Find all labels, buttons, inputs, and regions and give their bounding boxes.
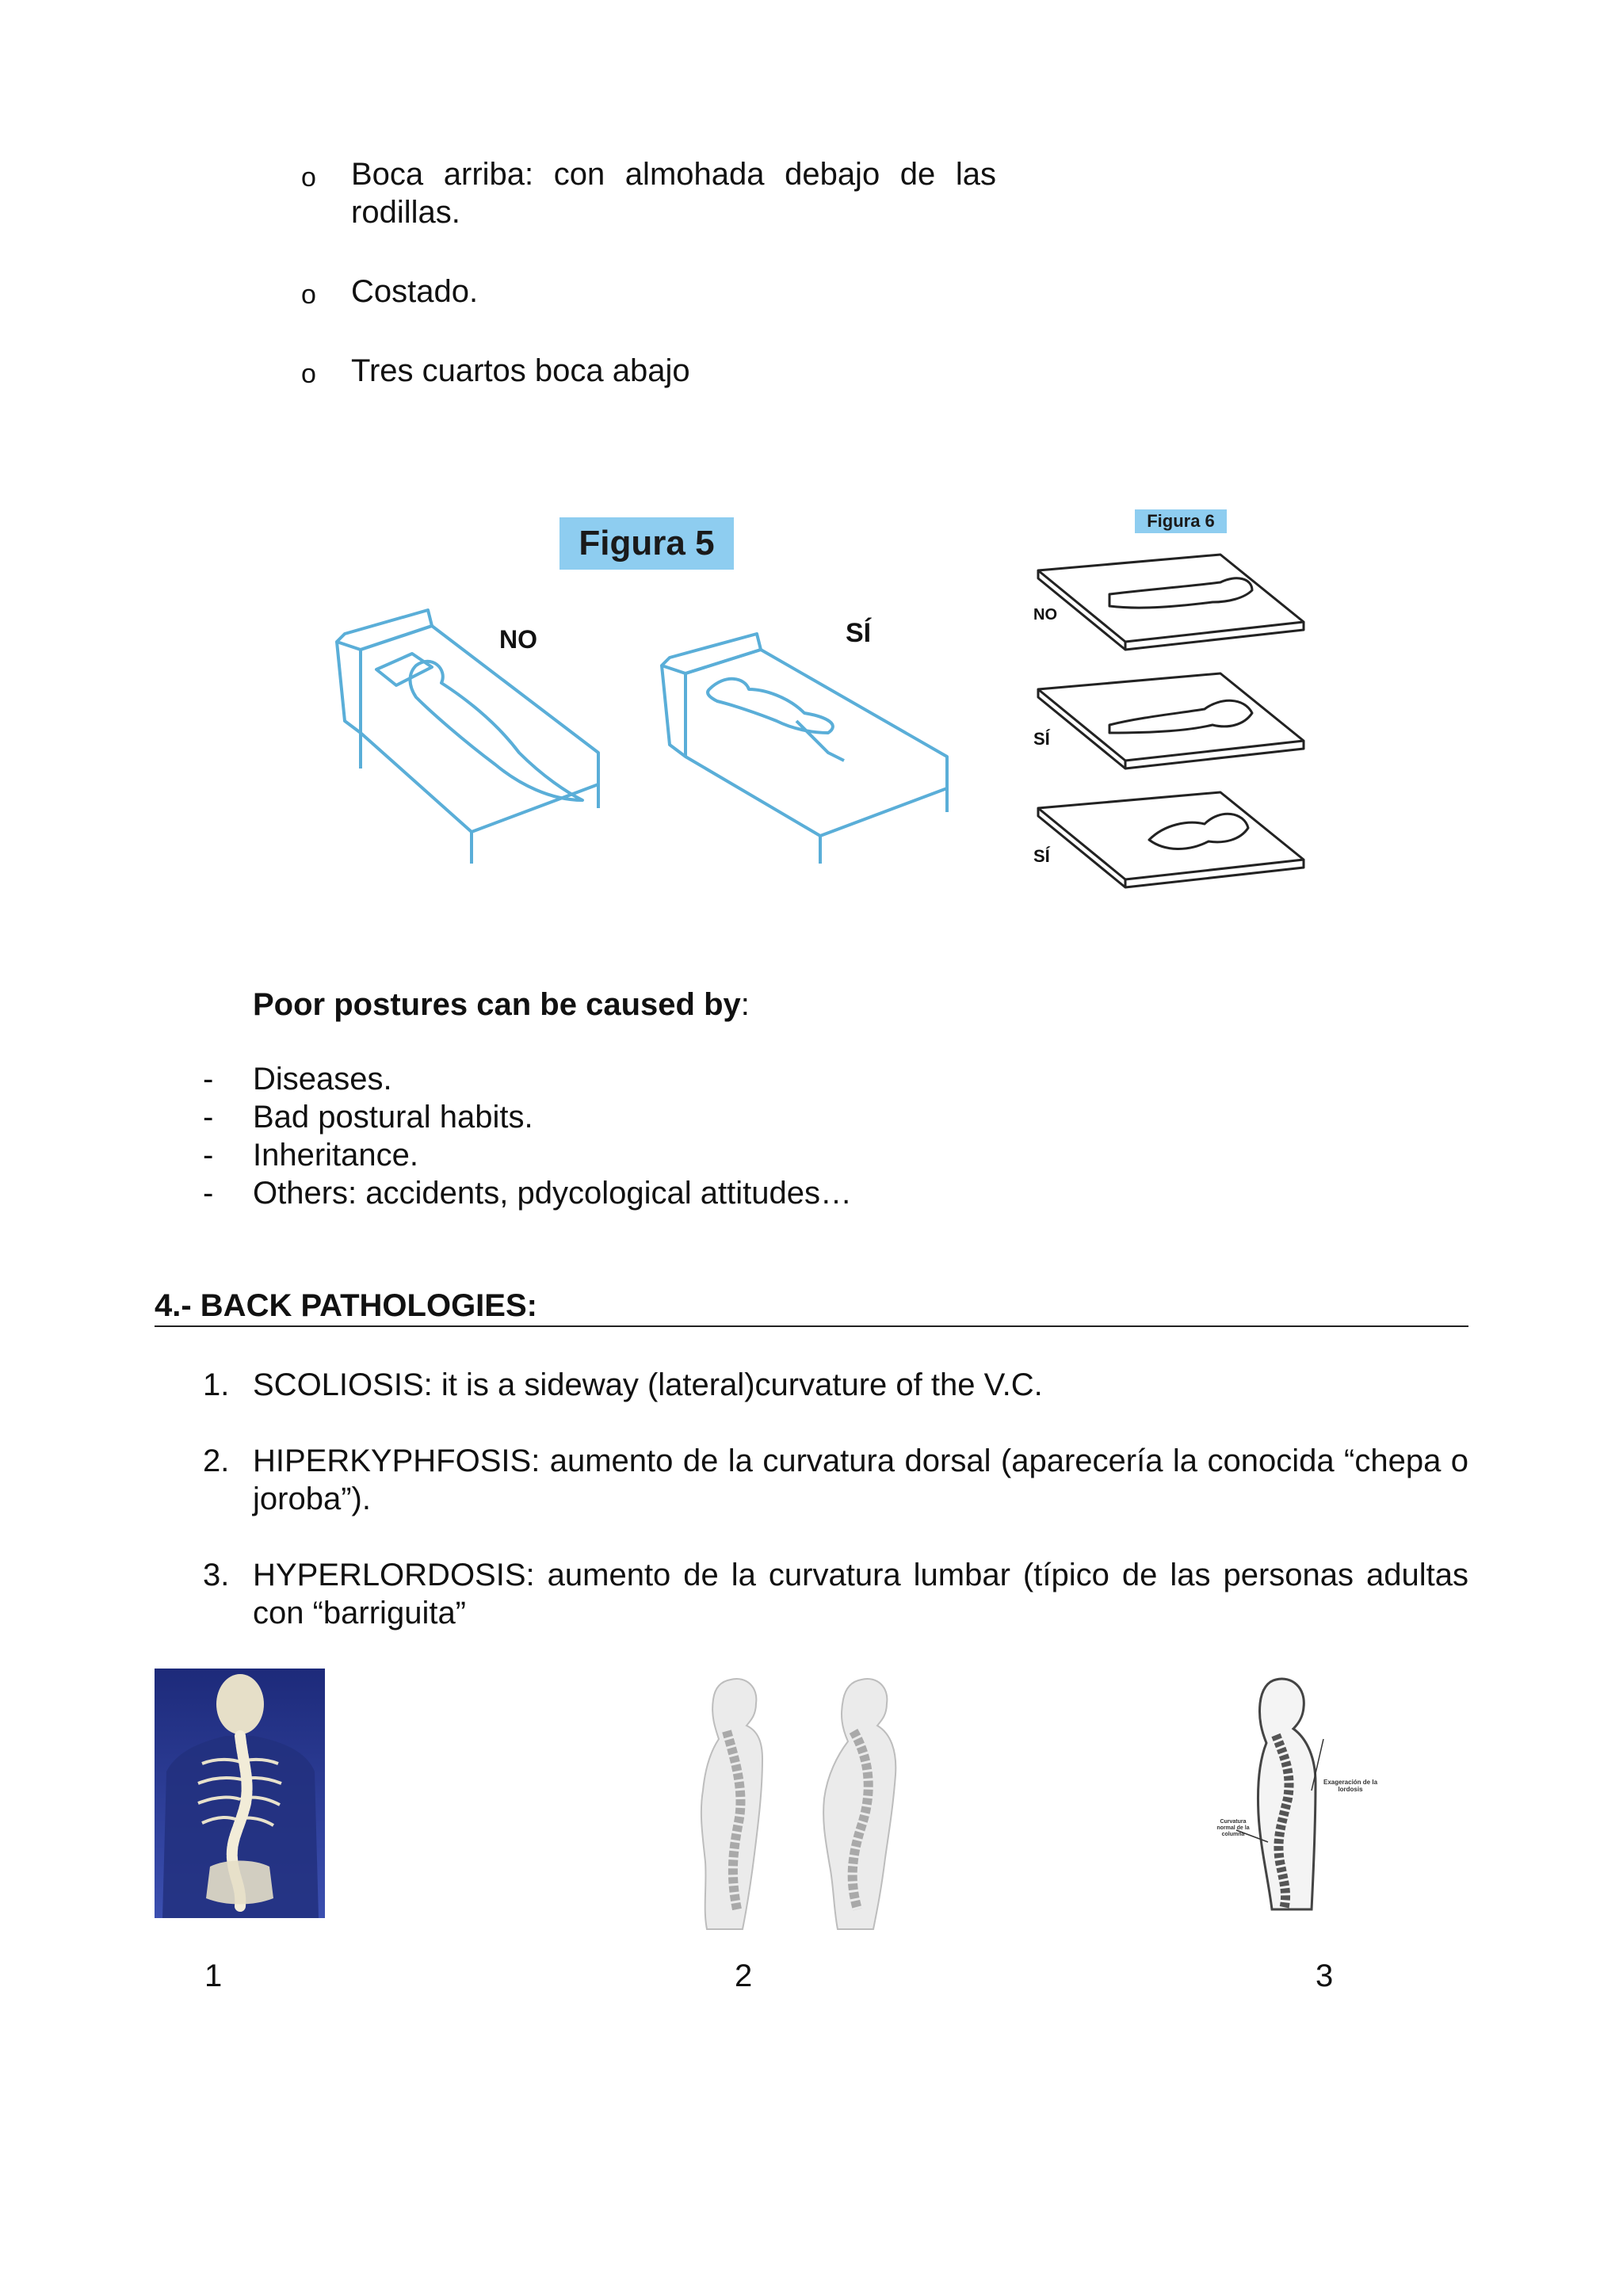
- poor-postures-colon: :: [740, 987, 750, 1022]
- lordosis-label-normal: Curvatura normal de la columna: [1216, 1819, 1250, 1837]
- figure5-si-label: SÍ: [846, 618, 872, 648]
- list-item: Bad postural habits.: [253, 1100, 533, 1135]
- list-item: Inheritance.: [253, 1138, 419, 1173]
- list-item: SCOLIOSIS: it is a sideway (lateral)curvature of the V.C.: [253, 1367, 1043, 1402]
- list-dash: -: [203, 1062, 214, 1097]
- poor-postures-heading-text: Poor postures can be caused by: [253, 987, 741, 1022]
- figure5-label: Figura 5: [559, 517, 734, 570]
- figure6-mattress-illustration: [1030, 547, 1316, 903]
- caption-1: 1: [204, 1958, 223, 1993]
- caption-3: 3: [1316, 1958, 1334, 1993]
- figure6-si-label-1: SÍ: [1033, 729, 1050, 749]
- list-dash: -: [203, 1176, 214, 1211]
- list-item: Boca arriba: con almohada debajo de las rodillas.: [351, 157, 996, 230]
- list-item: Tres cuartos boca abajo: [351, 353, 690, 388]
- lordosis-image: [1212, 1672, 1379, 1925]
- list-item: HIPERKYPHFOSIS: aumento de la curvatura dorsal (aparecería la conocida “chepa o joroba”).: [253, 1444, 1468, 1516]
- caption-2: 2: [735, 1958, 753, 1993]
- figure5-no-label: NO: [499, 625, 537, 654]
- lordosis-label-exaggeration: Exageración de la lordosis: [1323, 1779, 1378, 1793]
- section-title: 4.- BACK PATHOLOGIES:: [155, 1286, 1468, 1327]
- kyphosis-image: [683, 1672, 913, 1933]
- poor-postures-heading: [253, 986, 750, 1024]
- list-item: HYPERLORDOSIS: aumento de la curvatura lumbar (típico de las personas adultas con “barriguita”: [253, 1558, 1468, 1630]
- figure6-no-label: NO: [1033, 606, 1057, 624]
- list-bullet: o: [301, 359, 316, 389]
- list-number: 3.: [203, 1558, 230, 1592]
- list-dash: -: [203, 1138, 214, 1173]
- list-bullet: o: [301, 162, 316, 193]
- list-item: Others: accidents, pdycological attitudes…: [253, 1176, 852, 1211]
- list-number: 1.: [203, 1367, 230, 1402]
- list-item: Costado.: [351, 274, 479, 309]
- list-number: 2.: [203, 1444, 230, 1478]
- scoliosis-image: [155, 1669, 325, 1918]
- list-dash: -: [203, 1100, 214, 1135]
- figure6-si-label-2: SÍ: [1033, 846, 1050, 866]
- list-bullet: o: [301, 280, 316, 310]
- figure6-label: Figura 6: [1135, 509, 1227, 533]
- figure5-beds-illustration: [313, 594, 963, 864]
- list-item: Diseases.: [253, 1062, 392, 1097]
